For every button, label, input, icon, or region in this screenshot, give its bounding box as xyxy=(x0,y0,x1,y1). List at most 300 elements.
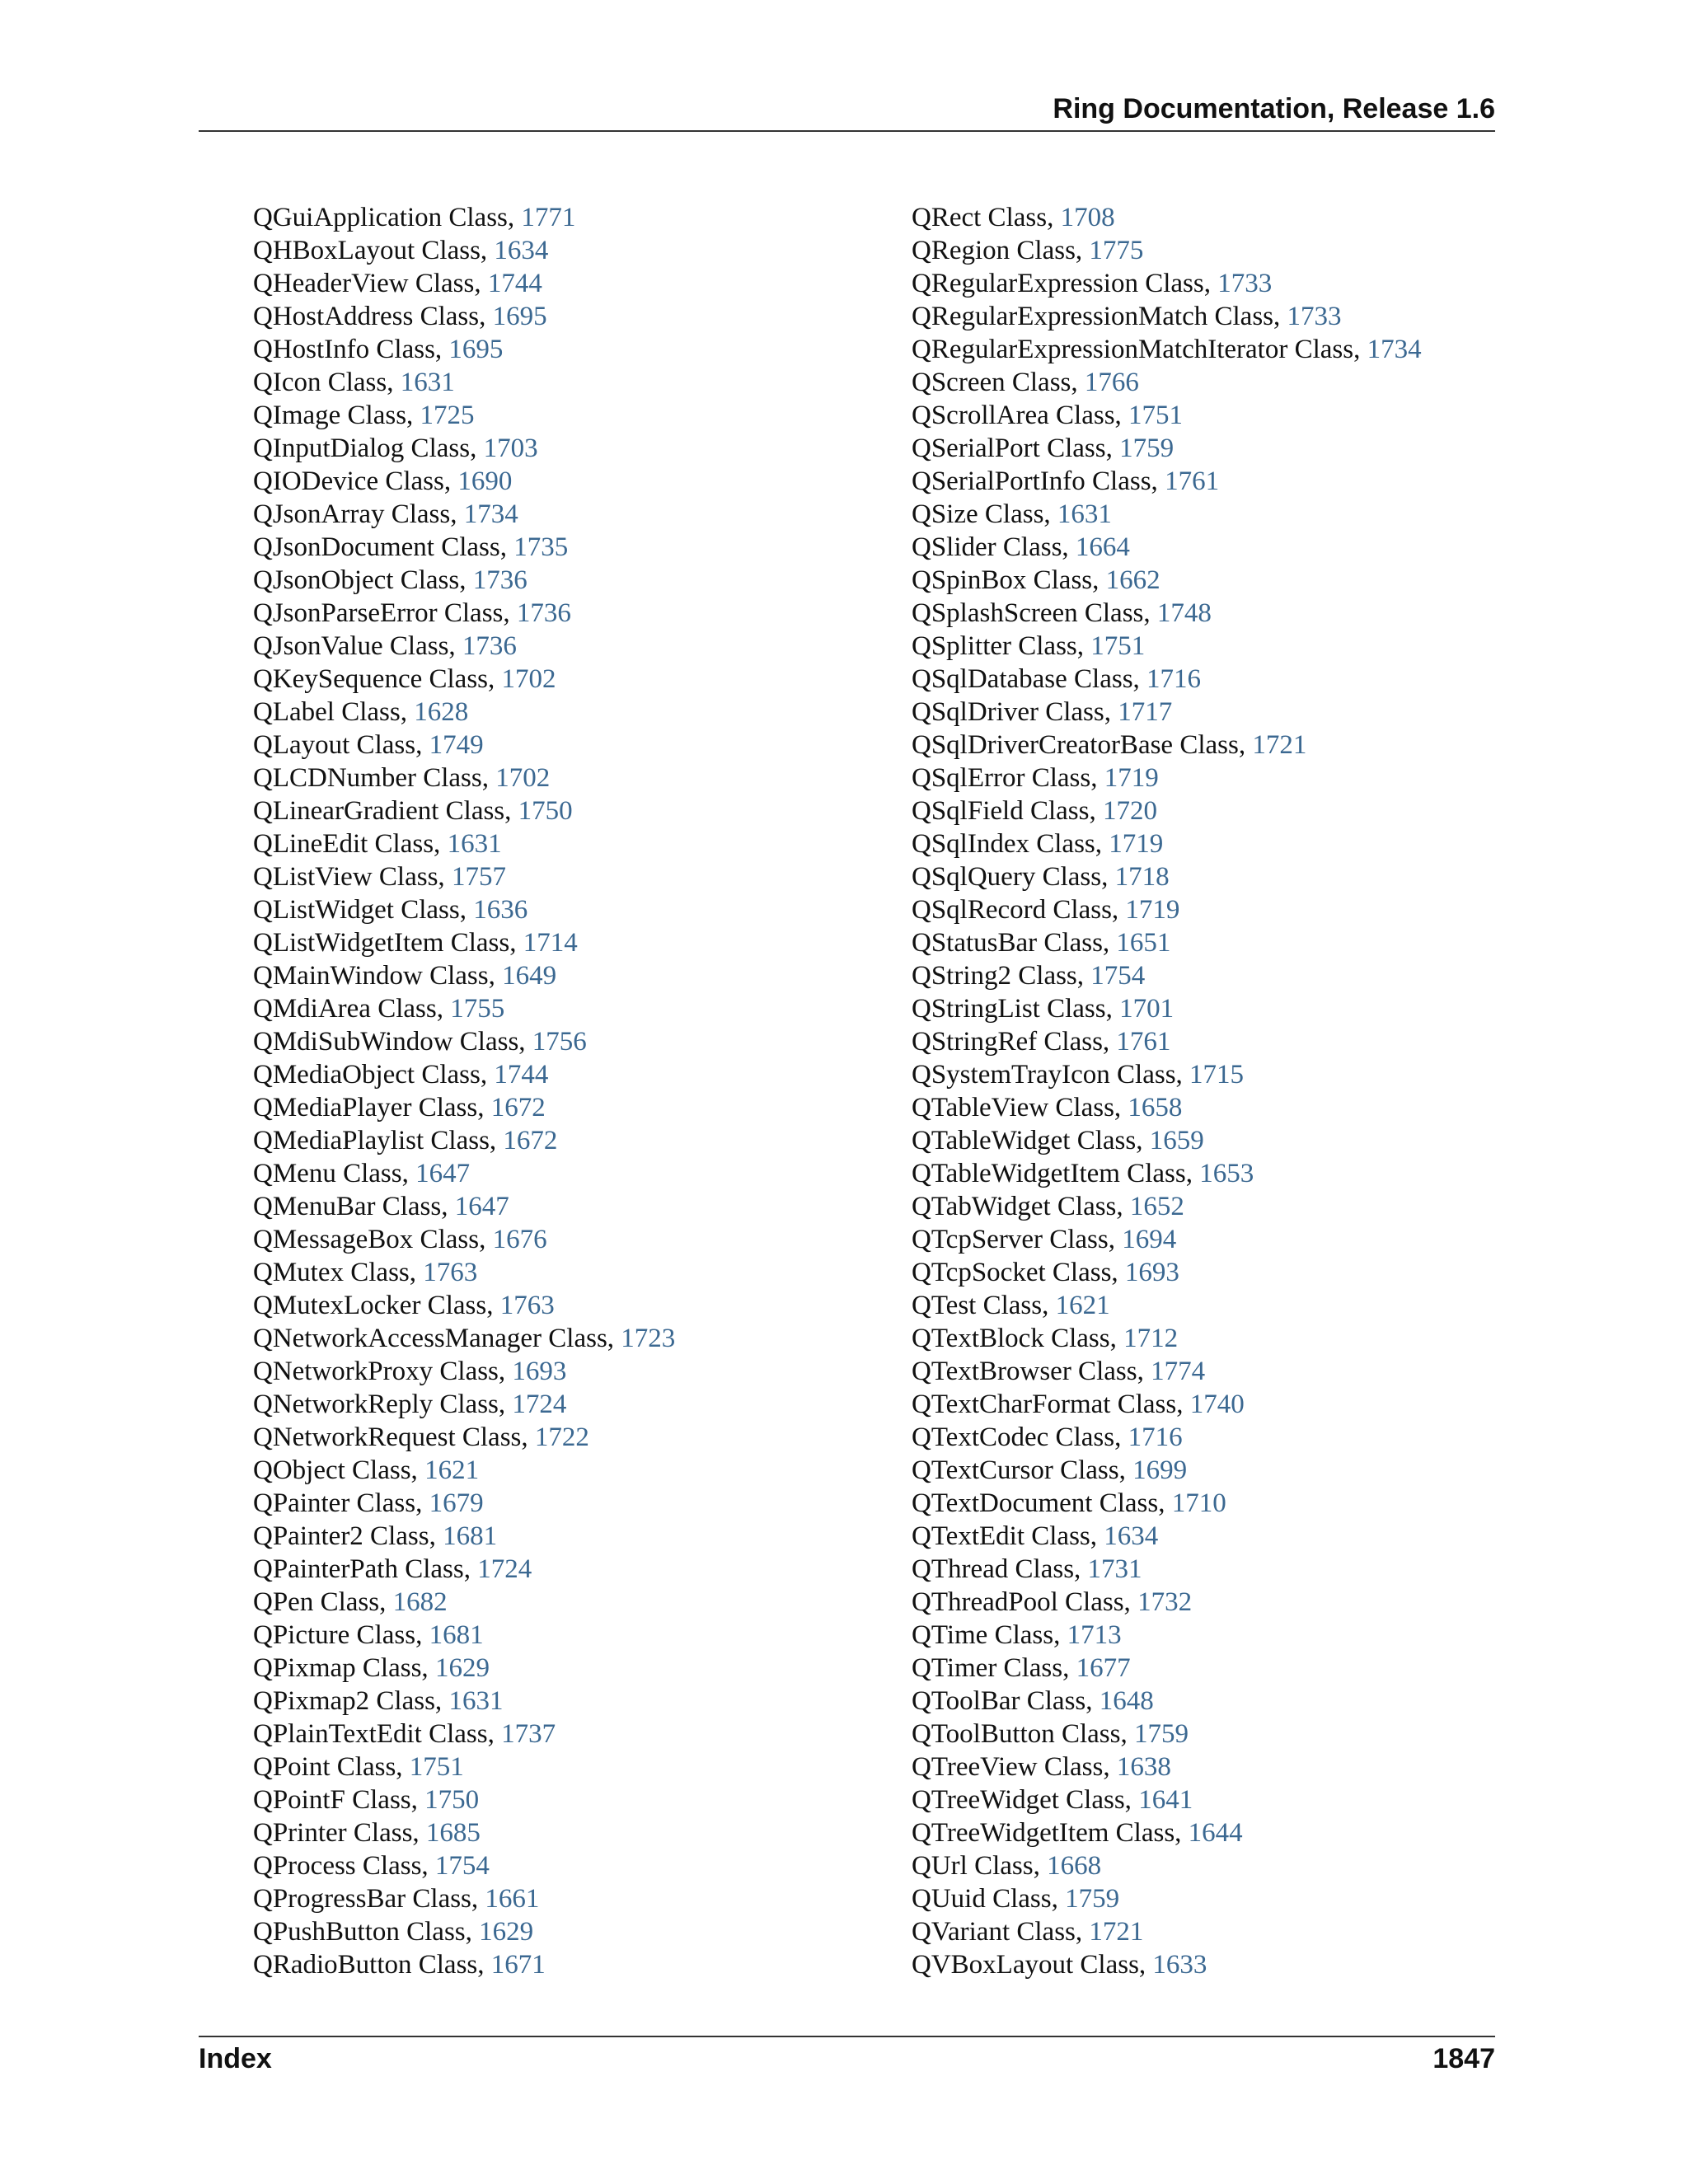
index-entry-page-link[interactable]: 1712 xyxy=(1123,1324,1179,1353)
index-entry-page-link[interactable]: 1759 xyxy=(1065,1884,1120,1914)
index-entry-label: QPainter2 Class, xyxy=(253,1521,443,1551)
index-entry xyxy=(912,1289,1422,1322)
index-entry-label: QTextCharFormat Class, xyxy=(912,1390,1190,1419)
index-entry-page-link[interactable]: 1648 xyxy=(1099,1686,1154,1716)
index-entry xyxy=(253,729,675,762)
index-entry-page-link[interactable]: 1701 xyxy=(1119,994,1175,1024)
index-entry-page-link[interactable]: 1681 xyxy=(429,1620,484,1650)
index-entry-label: QRect Class, xyxy=(912,203,1061,232)
index-entry xyxy=(912,794,1422,827)
index-entry xyxy=(912,1783,1422,1816)
index-entry-label: QJsonValue Class, xyxy=(253,631,462,661)
index-entry-page-link[interactable]: 1676 xyxy=(492,1225,547,1254)
running-header-title: Ring Documentation, Release 1.6 xyxy=(1053,93,1495,124)
index-entry-label: QTreeWidgetItem Class, xyxy=(912,1818,1189,1848)
index-entry-label: QMediaObject Class, xyxy=(253,1060,495,1090)
index-entry-label: QHostAddress Class, xyxy=(253,302,493,331)
index-entry-label: QInputDialog Class, xyxy=(253,434,484,463)
index-entry-label: QPainterPath Class, xyxy=(253,1554,478,1584)
index-entry-label: QSplitter Class, xyxy=(912,631,1091,661)
index-entry xyxy=(912,564,1422,597)
index-entry-page-link[interactable]: 1634 xyxy=(494,236,549,265)
index-entry xyxy=(253,794,675,827)
index-entry-page-link[interactable]: 1685 xyxy=(425,1818,481,1848)
index-entry xyxy=(253,1322,675,1355)
index-entry-page-link[interactable]: 1629 xyxy=(479,1917,534,1947)
index-entry-label: QStringRef Class, xyxy=(912,1027,1117,1057)
index-entry-label: QSqlError Class, xyxy=(912,763,1104,793)
index-entry xyxy=(253,1025,675,1058)
index-entry-page-link[interactable]: 1631 xyxy=(447,829,502,859)
index-entry-label: QNetworkRequest Class, xyxy=(253,1422,535,1452)
footer-section-label: Index xyxy=(199,2043,272,2074)
index-entry xyxy=(912,1421,1422,1454)
index-entry-page-link[interactable]: 1761 xyxy=(1165,466,1220,496)
index-entry-page-link[interactable]: 1771 xyxy=(521,203,576,232)
index-entry-page-link[interactable]: 1749 xyxy=(429,730,484,760)
index-entry xyxy=(912,1553,1422,1586)
index-entry-page-link[interactable]: 1633 xyxy=(1152,1950,1207,1980)
index-entry-page-link[interactable]: 1690 xyxy=(457,466,513,496)
index-entry-label: QHostInfo Class, xyxy=(253,335,449,364)
index-entry-page-link[interactable]: 1702 xyxy=(495,763,551,793)
index-entry-page-link[interactable]: 1647 xyxy=(454,1192,509,1221)
index-entry xyxy=(912,1750,1422,1783)
index-entry-label: QRadioButton Class, xyxy=(253,1950,491,1980)
index-entry-label: QMdiSubWindow Class, xyxy=(253,1027,532,1057)
index-entry-page-link[interactable]: 1636 xyxy=(473,895,528,925)
index-entry-page-link[interactable]: 1621 xyxy=(1055,1291,1110,1320)
index-entry-label: QUuid Class, xyxy=(912,1884,1066,1914)
index-entry-label: QKeySequence Class, xyxy=(253,664,502,694)
index-entry xyxy=(253,1718,675,1750)
index-entry xyxy=(253,597,675,630)
index-entry-label: QMainWindow Class, xyxy=(253,961,503,991)
index-entry-label: QProcess Class, xyxy=(253,1851,435,1881)
index-entry-page-link[interactable]: 1631 xyxy=(448,1686,504,1716)
index-entry-label: QIODevice Class, xyxy=(253,466,458,496)
index-entry-page-link[interactable]: 1713 xyxy=(1067,1620,1122,1650)
index-entry-page-link[interactable]: 1720 xyxy=(1102,796,1157,826)
index-entry-page-link[interactable]: 1732 xyxy=(1137,1587,1193,1617)
footer-page-number: 1847 xyxy=(1432,2043,1495,2074)
index-entry-label: QTcpServer Class, xyxy=(912,1225,1123,1254)
index-entry xyxy=(253,1586,675,1619)
index-entry-page-link[interactable]: 1774 xyxy=(1151,1357,1206,1386)
index-entry-page-link[interactable]: 1644 xyxy=(1188,1818,1243,1848)
index-entry-label: QRegularExpression Class, xyxy=(912,269,1218,298)
index-entry xyxy=(912,1816,1422,1849)
index-entry-page-link[interactable]: 1775 xyxy=(1089,236,1144,265)
index-entry xyxy=(253,860,675,893)
index-entry-label: QTextDocument Class, xyxy=(912,1488,1172,1518)
index-entry-label: QTextCursor Class, xyxy=(912,1455,1133,1485)
index-entry-label: QJsonArray Class, xyxy=(253,499,464,529)
index-entry xyxy=(912,1882,1422,1915)
index-entry-page-link[interactable]: 1672 xyxy=(503,1126,558,1155)
index-entry xyxy=(912,1619,1422,1652)
index-entry-page-link[interactable]: 1724 xyxy=(477,1554,532,1584)
index-entry-page-link[interactable]: 1733 xyxy=(1217,269,1273,298)
index-entry-label: QTcpSocket Class, xyxy=(912,1258,1125,1287)
index-entry-label: QMdiArea Class, xyxy=(253,994,451,1024)
index-entry xyxy=(912,1157,1422,1190)
index-entry xyxy=(912,201,1422,234)
index-entry xyxy=(253,1289,675,1322)
index-entry-label: QSpinBox Class, xyxy=(912,565,1106,595)
index-entry-label: QSerialPort Class, xyxy=(912,434,1120,463)
index-entry xyxy=(253,1652,675,1685)
index-entry-label: QObject Class, xyxy=(253,1455,425,1485)
index-entry-label: QMenuBar Class, xyxy=(253,1192,455,1221)
index-entry-page-link[interactable]: 1754 xyxy=(1090,961,1146,991)
index-entry-page-link[interactable]: 1757 xyxy=(451,862,506,892)
index-entry-page-link[interactable]: 1737 xyxy=(501,1719,556,1749)
index-entry-label: QRegularExpressionMatchIterator Class, xyxy=(912,335,1367,364)
index-entry-label: QPixmap Class, xyxy=(253,1653,435,1683)
index-entry-page-link[interactable]: 1731 xyxy=(1087,1554,1142,1584)
index-entry xyxy=(912,1124,1422,1157)
index-entry xyxy=(253,1487,675,1520)
index-entry-label: QMessageBox Class, xyxy=(253,1225,493,1254)
index-entry-page-link[interactable]: 1717 xyxy=(1118,697,1173,727)
index-entry xyxy=(253,1091,675,1124)
index-entry-page-link[interactable]: 1734 xyxy=(463,499,518,529)
index-entry-page-link[interactable]: 1755 xyxy=(450,994,505,1024)
index-entry xyxy=(912,399,1422,432)
index-entry-page-link[interactable]: 1763 xyxy=(499,1291,555,1320)
index-entry-page-link[interactable]: 1761 xyxy=(1116,1027,1171,1057)
index-entry-page-link[interactable]: 1748 xyxy=(1156,598,1212,628)
index-entry-page-link[interactable]: 1658 xyxy=(1128,1093,1183,1122)
index-entry-label: QNetworkAccessManager Class, xyxy=(253,1324,621,1353)
index-entry-page-link[interactable]: 1744 xyxy=(487,269,542,298)
index-entry xyxy=(253,1256,675,1289)
index-entry-page-link[interactable]: 1733 xyxy=(1287,302,1342,331)
index-entry-page-link[interactable]: 1724 xyxy=(512,1390,567,1419)
index-entry xyxy=(912,465,1422,498)
index-entry xyxy=(912,630,1422,663)
index-entry xyxy=(912,1487,1422,1520)
index-entry-label: QStringList Class, xyxy=(912,994,1120,1024)
index-entry-label: QTreeView Class, xyxy=(912,1752,1117,1782)
index-entry-page-link[interactable]: 1681 xyxy=(443,1521,498,1551)
index-entry-label: QProgressBar Class, xyxy=(253,1884,485,1914)
index-entry-label: QScrollArea Class, xyxy=(912,401,1129,430)
index-entry xyxy=(253,1355,675,1388)
index-entry xyxy=(253,1157,675,1190)
index-entry xyxy=(912,1322,1422,1355)
index-entry-page-link[interactable]: 1735 xyxy=(513,532,569,562)
index-entry xyxy=(253,1882,675,1915)
index-entry-label: QLabel Class, xyxy=(253,697,415,727)
index-entry-label: QMediaPlaylist Class, xyxy=(253,1126,504,1155)
index-entry-label: QPlainTextEdit Class, xyxy=(253,1719,502,1749)
index-entry xyxy=(253,630,675,663)
index-entry xyxy=(253,992,675,1025)
index-entry xyxy=(253,827,675,860)
footer-rule xyxy=(199,2036,1495,2037)
index-entry xyxy=(253,300,675,333)
index-entry-label: QPixmap2 Class, xyxy=(253,1686,449,1716)
index-entry-page-link[interactable]: 1759 xyxy=(1133,1719,1189,1749)
index-entry xyxy=(253,1619,675,1652)
index-entry-label: QJsonDocument Class, xyxy=(253,532,514,562)
index-entry-page-link[interactable]: 1710 xyxy=(1171,1488,1226,1518)
index-entry xyxy=(912,1948,1422,1981)
index-entry-page-link[interactable]: 1751 xyxy=(1090,631,1146,661)
index-entry-label: QSqlDatabase Class, xyxy=(912,664,1147,694)
index-entry-label: QPrinter Class, xyxy=(253,1818,426,1848)
index-entry-label: QPointF Class, xyxy=(253,1785,425,1815)
index-entry xyxy=(253,432,675,465)
index-entry-label: QPen Class, xyxy=(253,1587,393,1617)
index-entry xyxy=(912,893,1422,926)
index-entry-label: QListWidget Class, xyxy=(253,895,474,925)
index-entry-page-link[interactable]: 1695 xyxy=(448,335,504,364)
index-entry xyxy=(253,399,675,432)
index-entry-label: QSqlRecord Class, xyxy=(912,895,1126,925)
index-entry xyxy=(253,1948,675,1981)
index-entry-page-link[interactable]: 1668 xyxy=(1047,1851,1102,1881)
index-entry-page-link[interactable]: 1766 xyxy=(1084,368,1139,397)
index-entry xyxy=(912,1685,1422,1718)
index-entry xyxy=(253,1388,675,1421)
index-entry-label: QUrl Class, xyxy=(912,1851,1048,1881)
index-entry xyxy=(253,696,675,729)
index-entry-label: QTimer Class, xyxy=(912,1653,1076,1683)
index-entry-page-link[interactable]: 1631 xyxy=(400,368,455,397)
index-entry-label: QRegion Class, xyxy=(912,236,1090,265)
index-entry xyxy=(912,1520,1422,1553)
index-entry-page-link[interactable]: 1763 xyxy=(423,1258,478,1287)
index-entry-page-link[interactable]: 1682 xyxy=(392,1587,448,1617)
index-entry-label: QHeaderView Class, xyxy=(253,269,488,298)
index-entry xyxy=(912,696,1422,729)
header-rule xyxy=(199,130,1495,132)
index-column-left xyxy=(253,201,675,1981)
index-entry xyxy=(912,762,1422,794)
index-entry-label: QThread Class, xyxy=(912,1554,1088,1584)
index-column-right xyxy=(912,201,1422,1981)
index-entry xyxy=(253,1058,675,1091)
index-entry xyxy=(253,1454,675,1487)
index-entry-label: QTextBlock Class, xyxy=(912,1324,1124,1353)
index-entry-page-link[interactable]: 1649 xyxy=(502,961,557,991)
index-entry-label: QThreadPool Class, xyxy=(912,1587,1138,1617)
index-entry-label: QSqlIndex Class, xyxy=(912,829,1109,859)
index-entry-page-link[interactable]: 1641 xyxy=(1138,1785,1193,1815)
index-entry-label: QSqlField Class, xyxy=(912,796,1103,826)
index-entry-page-link[interactable]: 1759 xyxy=(1119,434,1175,463)
index-entry xyxy=(253,1849,675,1882)
index-entry-label: QTableWidgetItem Class, xyxy=(912,1159,1200,1188)
index-entry xyxy=(912,1256,1422,1289)
index-entry-page-link[interactable]: 1703 xyxy=(483,434,538,463)
index-entry-label: QLCDNumber Class, xyxy=(253,763,496,793)
index-entry-label: QTabWidget Class, xyxy=(912,1192,1130,1221)
index-entry-page-link[interactable]: 1736 xyxy=(472,565,528,595)
index-entry-label: QTest Class, xyxy=(912,1291,1056,1320)
index-entry-page-link[interactable]: 1628 xyxy=(414,697,469,727)
index-entry-page-link[interactable]: 1629 xyxy=(434,1653,490,1683)
index-entry-page-link[interactable]: 1736 xyxy=(516,598,571,628)
index-entry xyxy=(253,1915,675,1948)
index-entry-label: QSqlQuery Class, xyxy=(912,862,1115,892)
index-entry-label: QNetworkProxy Class, xyxy=(253,1357,513,1386)
index-entry xyxy=(912,1025,1422,1058)
index-entry-page-link[interactable]: 1634 xyxy=(1104,1521,1159,1551)
index-entry xyxy=(912,959,1422,992)
index-entry-page-link[interactable]: 1664 xyxy=(1075,532,1130,562)
index-entry-page-link[interactable]: 1653 xyxy=(1199,1159,1254,1188)
index-entry-label: QMutex Class, xyxy=(253,1258,424,1287)
index-entry-page-link[interactable]: 1716 xyxy=(1128,1422,1183,1452)
index-entry xyxy=(253,762,675,794)
index-entry xyxy=(912,333,1422,366)
index-entry-label: QSqlDriverCreatorBase Class, xyxy=(912,730,1253,760)
index-entry-page-link[interactable]: 1647 xyxy=(415,1159,471,1188)
index-entry-label: QPainter Class, xyxy=(253,1488,429,1518)
index-entry xyxy=(912,432,1422,465)
index-entry-page-link[interactable]: 1719 xyxy=(1125,895,1180,925)
index-entry xyxy=(912,663,1422,696)
index-entry-label: QTableWidget Class, xyxy=(912,1126,1150,1155)
index-entry-page-link[interactable]: 1662 xyxy=(1105,565,1160,595)
index-entry-page-link[interactable]: 1721 xyxy=(1252,730,1307,760)
index-entry xyxy=(253,1685,675,1718)
index-entry xyxy=(912,1388,1422,1421)
index-entry xyxy=(912,300,1422,333)
index-entry xyxy=(253,959,675,992)
index-entry-page-link[interactable]: 1725 xyxy=(420,401,475,430)
index-entry-page-link[interactable]: 1621 xyxy=(424,1455,480,1485)
index-entry-label: QStatusBar Class, xyxy=(912,928,1117,958)
index-entry-label: QNetworkReply Class, xyxy=(253,1390,513,1419)
index-entry-page-link[interactable]: 1756 xyxy=(532,1027,587,1057)
index-entry xyxy=(253,366,675,399)
index-entry-label: QVariant Class, xyxy=(912,1917,1090,1947)
index-entry-label: QVBoxLayout Class, xyxy=(912,1950,1153,1980)
index-entry xyxy=(912,1586,1422,1619)
index-entry-label: QLineEdit Class, xyxy=(253,829,448,859)
index-entry-page-link[interactable]: 1718 xyxy=(1114,862,1170,892)
index-entry xyxy=(253,1750,675,1783)
index-entry-page-link[interactable]: 1719 xyxy=(1104,763,1159,793)
index-entry-page-link[interactable]: 1672 xyxy=(490,1093,546,1122)
index-entry-label: QString2 Class, xyxy=(912,961,1091,991)
index-entry-page-link[interactable]: 1723 xyxy=(621,1324,676,1353)
index-entry xyxy=(253,267,675,300)
index-entry-page-link[interactable]: 1702 xyxy=(501,664,556,694)
index-entry xyxy=(253,564,675,597)
index-entry-label: QToolButton Class, xyxy=(912,1719,1134,1749)
index-entry xyxy=(253,531,675,564)
index-entry-page-link[interactable]: 1699 xyxy=(1132,1455,1188,1485)
index-entry xyxy=(253,893,675,926)
index-entry-page-link[interactable]: 1750 xyxy=(424,1785,480,1815)
index-entry-label: QSerialPortInfo Class, xyxy=(912,466,1165,496)
index-entry xyxy=(253,1223,675,1256)
index-entry-page-link[interactable]: 1671 xyxy=(490,1950,546,1980)
index-entry xyxy=(912,860,1422,893)
index-entry-page-link[interactable]: 1744 xyxy=(494,1060,549,1090)
index-entry-page-link[interactable]: 1750 xyxy=(518,796,573,826)
index-entry-page-link[interactable]: 1679 xyxy=(429,1488,484,1518)
index-entry-page-link[interactable]: 1631 xyxy=(1057,499,1112,529)
index-entry-page-link[interactable]: 1693 xyxy=(512,1357,567,1386)
index-entry-page-link[interactable]: 1754 xyxy=(434,1851,490,1881)
index-entry-page-link[interactable]: 1693 xyxy=(1124,1258,1179,1287)
index-entry-label: QTime Class, xyxy=(912,1620,1067,1650)
index-entry-page-link[interactable]: 1715 xyxy=(1189,1060,1245,1090)
index-entry-page-link[interactable]: 1659 xyxy=(1149,1126,1204,1155)
index-entry-label: QSplashScreen Class, xyxy=(912,598,1157,628)
index-entry-label: QPicture Class, xyxy=(253,1620,429,1650)
index-entry xyxy=(253,234,675,267)
index-entry xyxy=(253,201,675,234)
index-entry-page-link[interactable]: 1721 xyxy=(1089,1917,1144,1947)
index-entry-page-link[interactable]: 1695 xyxy=(492,302,547,331)
index-entry-label: QListView Class, xyxy=(253,862,452,892)
index-entry-page-link[interactable]: 1740 xyxy=(1189,1390,1245,1419)
index-entry-label: QGuiApplication Class, xyxy=(253,203,522,232)
index-entry-label: QMediaPlayer Class, xyxy=(253,1093,491,1122)
index-entry-page-link[interactable]: 1677 xyxy=(1076,1653,1131,1683)
index-entry-label: QJsonObject Class, xyxy=(253,565,473,595)
index-entry xyxy=(912,1190,1422,1223)
index-entry-label: QImage Class, xyxy=(253,401,420,430)
index-entry-page-link[interactable]: 1751 xyxy=(409,1752,464,1782)
index-entry-page-link[interactable]: 1716 xyxy=(1146,664,1202,694)
index-entry xyxy=(912,234,1422,267)
index-entry xyxy=(912,1091,1422,1124)
index-entry-label: QTextCodec Class, xyxy=(912,1422,1128,1452)
index-entry-label: QMenu Class, xyxy=(253,1159,416,1188)
index-entry xyxy=(253,1553,675,1586)
index-entry xyxy=(253,1816,675,1849)
index-entry-label: QTableView Class, xyxy=(912,1093,1128,1122)
index-entry xyxy=(912,992,1422,1025)
index-entry xyxy=(253,1421,675,1454)
index-entry-page-link[interactable]: 1638 xyxy=(1116,1752,1171,1782)
index-entry xyxy=(253,333,675,366)
index-entry-page-link[interactable]: 1694 xyxy=(1122,1225,1177,1254)
index-entry xyxy=(912,1355,1422,1388)
index-entry-page-link[interactable]: 1736 xyxy=(462,631,517,661)
index-entry xyxy=(253,926,675,959)
index-entry-page-link[interactable]: 1708 xyxy=(1060,203,1115,232)
index-entry-page-link[interactable]: 1751 xyxy=(1128,401,1184,430)
index-entry-page-link[interactable]: 1651 xyxy=(1116,928,1171,958)
index-entry-page-link[interactable]: 1722 xyxy=(534,1422,589,1452)
index-entry xyxy=(912,729,1422,762)
index-entry xyxy=(253,498,675,531)
index-entry-label: QToolBar Class, xyxy=(912,1686,1100,1716)
index-entry-page-link[interactable]: 1661 xyxy=(485,1884,540,1914)
index-entry-page-link[interactable]: 1652 xyxy=(1129,1192,1184,1221)
index-entry-page-link[interactable]: 1719 xyxy=(1109,829,1164,859)
index-entry-label: QTextEdit Class, xyxy=(912,1521,1104,1551)
index-entry xyxy=(912,1454,1422,1487)
index-entry-page-link[interactable]: 1714 xyxy=(523,928,578,958)
index-entry xyxy=(912,1718,1422,1750)
index-entry-page-link[interactable]: 1734 xyxy=(1367,335,1422,364)
index-entry xyxy=(912,1058,1422,1091)
index-entry-label: QSystemTrayIcon Class, xyxy=(912,1060,1190,1090)
index-entry-label: QMutexLocker Class, xyxy=(253,1291,500,1320)
index-entry-label: QHBoxLayout Class, xyxy=(253,236,495,265)
